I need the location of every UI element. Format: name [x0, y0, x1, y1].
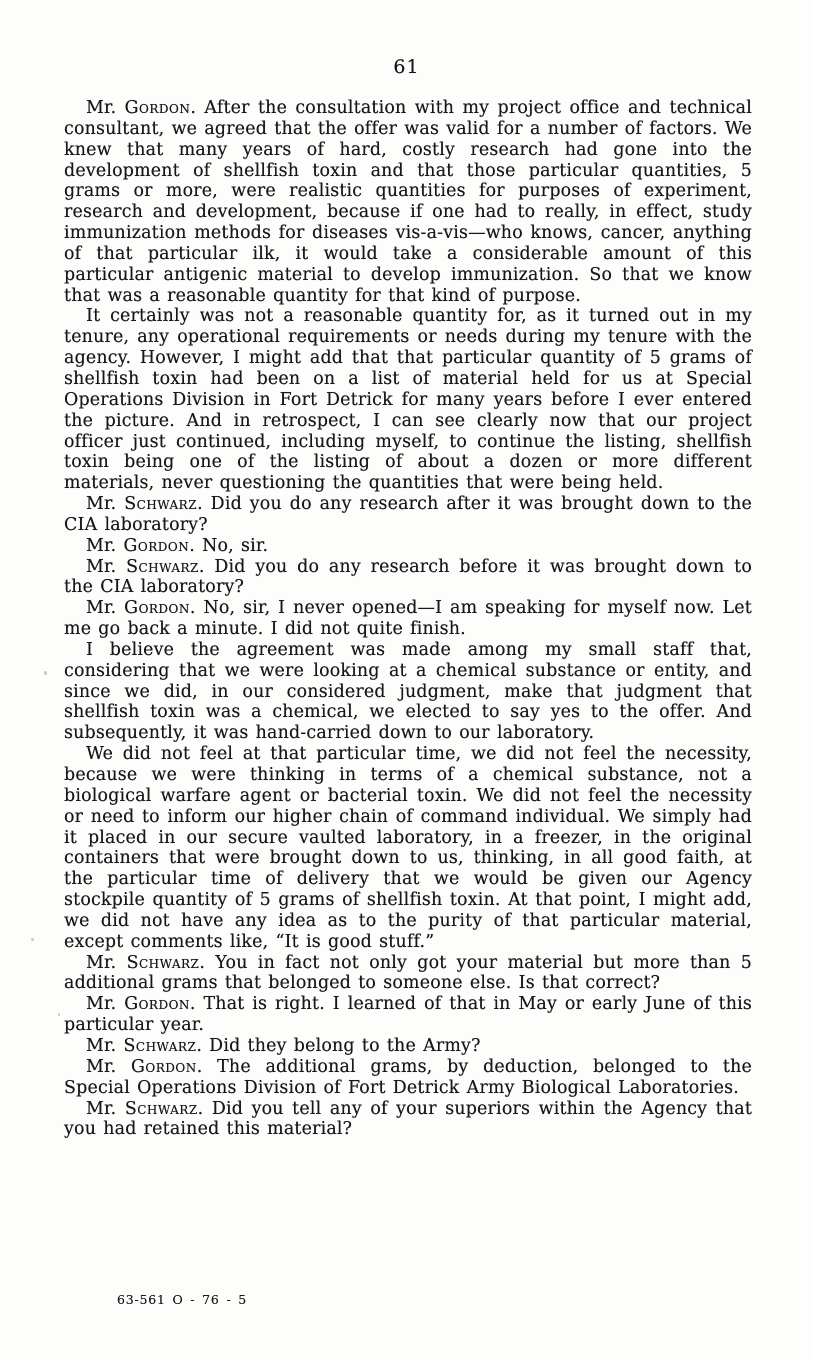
speaker-name: Schwarz: [124, 1098, 198, 1119]
transcript-paragraph: Mr. Gordon. That is right. I learned of that in May or early June of this particular year.: [64, 994, 753, 1036]
speaker-honorific: Mr.: [86, 98, 125, 118]
transcript-paragraph: It certainly was not a reasonable quantity for, as it turned out in my tenure, any operational requirements or needs during my tenure with the agency. However, I might add that that particular quantity of 5 grams of shellfish toxin had been on a list of material held for us at Special Operations Division in Fort Detrick for many years before I ever entered the picture. And in retrospect, I can see clearly now that our project officer just continued, including myself, to continue the listing, shellfish toxin being one of the listing of about a dozen or more different materials, never questioning the quantities that were being held.: [64, 306, 752, 494]
speaker-name: Schwarz: [124, 494, 198, 515]
speaker-name: Gordon: [123, 535, 190, 556]
transcript-paragraph: We did not feel at that particular time, we did not feel the necessity, because we were thinking in terms of a chemical substance, not a biological warfare agent or bacterial toxin. We did not feel the necessity or need to inform our higher chain of command individual. We simply had it placed in our secure vaulted laboratory, in a freezer, in the original containers that were brought down to us, thinking, in all good faith, at the particular time of delivery that we would be given our Agency stockpile quantity of 5 grams of shellfish toxin. At that point, I might add, we did not have any idea as to the purity of that particular material, except comments like, “It is good stuff.”: [64, 744, 752, 952]
speaker-honorific: Mr.: [86, 598, 125, 619]
transcript-paragraph: Mr. Schwarz. Did they belong to the Army?: [86, 1035, 481, 1056]
transcript-paragraph: Mr. Schwarz. You in fact not only got your material but more than 5 additional grams that belonged to someone else. Is that correct?: [64, 952, 753, 994]
transcript-body: [64, 98, 752, 1140]
transcript-paragraph: Mr. Schwarz. Did you do any research after it was brought down to the CIA laboratory?: [64, 494, 753, 535]
gpo-print-code: 63-561 O - 76 - 5: [117, 1292, 248, 1307]
speaker-honorific: Mr.: [86, 1098, 125, 1119]
speaker-honorific: Mr.: [86, 1035, 124, 1056]
speaker-honorific: Mr.: [86, 556, 127, 577]
speaker-name: Gordon: [124, 994, 190, 1015]
transcript-paragraph: Mr. Schwarz. Did you tell any of your superiors within the Agency that you had retained this material?: [64, 1098, 753, 1140]
scan-speck: [44, 671, 47, 675]
speaker-honorific: Mr.: [86, 535, 124, 556]
transcript-paragraph: Mr. Schwarz. Did you do any research before it was brought down to the CIA laboratory?: [64, 556, 752, 598]
speaker-name: Schwarz: [123, 1035, 197, 1056]
speaker-honorific: Mr.: [86, 952, 127, 973]
speaker-honorific: Mr.: [86, 994, 125, 1015]
speaker-name: Schwarz: [126, 952, 200, 973]
speaker-honorific: Mr.: [86, 494, 125, 515]
speaker-name: Gordon: [124, 98, 191, 118]
transcript-paragraph: Mr. Gordon. The additional grams, by deduction, belonged to the Special Operations Division of Fort Detrick Army Biological Laboratories.: [64, 1056, 753, 1098]
page-number: 61: [393, 56, 420, 78]
transcript-paragraph: Mr. Gordon. No, sir, I never opened—I am speaking for myself now. Let me go back a minute. I did not quite finish.: [64, 598, 752, 640]
speaker-name: Gordon: [124, 598, 190, 619]
transcript-paragraph: I believe the agreement was made among my small staff that, considering that we were looking at a chemical substance or entity, and since we did, in our considered judgment, make that judgment that shellfish toxin was a chemical, we elected to say yes to the offer. And subsequently, it was hand-carried down to our laboratory.: [64, 639, 752, 744]
speaker-name: Schwarz: [126, 556, 199, 577]
speaker-name: Gordon: [131, 1056, 197, 1077]
scan-speck: [31, 938, 34, 941]
scan-speck: [58, 1013, 60, 1016]
transcript-paragraph: Mr. Gordon. After the consultation with my project office and technical consultant, we agreed that the offer was valid for a number of factors. We knew that many years of hard, costly research had gone into the development of shellfish toxin and that those particular quantities, 5 grams or more, were realistic quantities for purposes of experiment, research and development, because if one had to really, in effect, study immunization methods for diseases vis-a-vis—who knows, cancer, anything of that particular ilk, it would take a considerable amount of this particular antigenic material to develop immunization. So that we know that was a reasonable quantity for that kind of purpose.: [64, 98, 752, 306]
speaker-honorific: Mr.: [86, 1056, 131, 1077]
transcript-paragraph: Mr. Gordon. No, sir.: [86, 535, 269, 556]
